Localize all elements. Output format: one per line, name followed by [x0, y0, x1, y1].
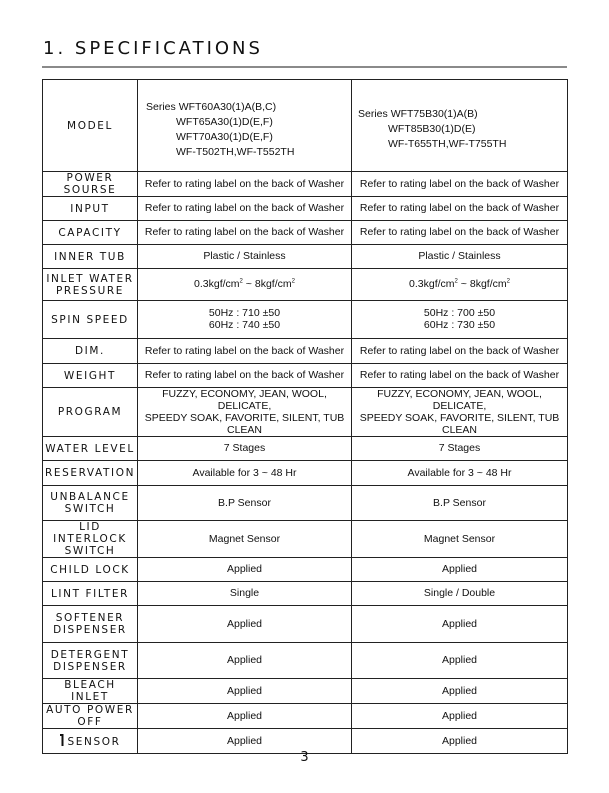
label-bleach-inlet: BLEACH INLET [43, 679, 138, 704]
table-row-lint-filter [43, 582, 568, 606]
table-row-program [43, 388, 568, 437]
table-row-lid-interlock [43, 521, 568, 558]
softener-left: Applied [138, 606, 352, 643]
series-label-right: Series [358, 107, 388, 120]
child-lock-right: Applied [352, 558, 568, 582]
table-row-inlet-water-pressure [43, 269, 568, 301]
label-sensor: SENSOR [43, 729, 138, 754]
table-row-dim [43, 339, 568, 364]
power-source-right: Refer to rating label on the back of Washer [352, 172, 568, 197]
auto-power-off-right: Applied [352, 704, 568, 729]
program-right: FUZZY, ECONOMY, JEAN, WOOL, DELICATE, SPEEDY SOAK, FAVORITE, SILENT, TUB CLEAN [352, 388, 568, 437]
table-row-auto-power-off [43, 704, 568, 729]
model-right-2: WFT85B30(1)D(E) [388, 122, 476, 135]
model-left-4: WF-T502TH,WF-T552TH [176, 146, 295, 158]
detergent-left: Applied [138, 643, 352, 679]
reservation-right: Available for 3 ~ 48 Hr [352, 461, 568, 486]
program-left: FUZZY, ECONOMY, JEAN, WOOL, DELICATE, SPEEDY SOAK, FAVORITE, SILENT, TUB CLEAN [138, 388, 352, 437]
label-dim: DIM. [43, 339, 138, 364]
detergent-right: Applied [352, 643, 568, 679]
sensor-left: Applied [138, 729, 352, 754]
auto-power-off-left: Applied [138, 704, 352, 729]
label-power-source: POWER SOURSE [43, 172, 138, 197]
input-left: Refer to rating label on the back of Washer [138, 197, 352, 221]
lint-filter-right: Single / Double [352, 582, 568, 606]
model-left-3: WFT70A30(1)D(E,F) [176, 131, 273, 143]
sensor-icon [60, 734, 65, 746]
unbalance-right: B.P Sensor [352, 486, 568, 521]
table-row-reservation [43, 461, 568, 486]
capacity-right: Refer to rating label on the back of Washer [352, 221, 568, 245]
model-right-3: WF-T655TH,WF-T755TH [388, 137, 507, 150]
spin-left-60hz: 60Hz : 740 ±50 [208, 319, 281, 331]
table-row-weight [43, 364, 568, 388]
label-lint-filter: LINT FILTER [43, 582, 138, 606]
table-row-capacity [43, 221, 568, 245]
label-capacity: CAPACITY [43, 221, 138, 245]
input-right: Refer to rating label on the back of Washer [352, 197, 568, 221]
child-lock-left: Applied [138, 558, 352, 582]
model-cell-right [352, 80, 568, 172]
label-spin-speed: SPIN SPEED [43, 301, 138, 339]
label-lid-interlock: LID INTERLOCK SWITCH [43, 521, 138, 558]
table-row-child-lock [43, 558, 568, 582]
table-row-unbalance-switch [43, 486, 568, 521]
model-cell-left [138, 80, 352, 172]
label-weight: WEIGHT [43, 364, 138, 388]
spin-speed-right [352, 301, 568, 339]
lid-interlock-left: Magnet Sensor [138, 521, 352, 558]
spin-right-50hz: 50Hz : 700 ±50 [423, 307, 496, 319]
dim-right: Refer to rating label on the back of Washer [352, 339, 568, 364]
label-model: MODEL [43, 80, 138, 172]
capacity-left: Refer to rating label on the back of Washer [138, 221, 352, 245]
table-row-spin-speed [43, 301, 568, 339]
water-level-right: 7 Stages [352, 437, 568, 461]
weight-right: Refer to rating label on the back of Washer [352, 364, 568, 388]
label-detergent-dispenser: DETERGENT DISPENSER [43, 643, 138, 679]
inner-tub-right: Plastic / Stainless [352, 245, 568, 269]
label-input: INPUT [43, 197, 138, 221]
series-label-left: Series [146, 101, 176, 113]
dim-left: Refer to rating label on the back of Washer [138, 339, 352, 364]
title-underline [42, 66, 567, 68]
label-softener-dispenser: SOFTENER DISPENSER [43, 606, 138, 643]
label-child-lock: CHILD LOCK [43, 558, 138, 582]
model-right-1: WFT75B30(1)A(B) [390, 107, 478, 120]
label-inlet-water-line2: PRESSURE [55, 284, 124, 297]
label-reservation: RESERVATION [43, 461, 138, 486]
reservation-left: Available for 3 ~ 48 Hr [138, 461, 352, 486]
label-water-level: WATER LEVEL [43, 437, 138, 461]
page-number: 3 [300, 750, 309, 765]
page-title: 1. SPECIFICATIONS [43, 38, 263, 59]
softener-right: Applied [352, 606, 568, 643]
table-row-model [43, 80, 568, 172]
table-row-water-level [43, 437, 568, 461]
table-row-detergent-dispenser [43, 643, 568, 679]
spin-left-50hz: 50Hz : 710 ±50 [208, 307, 281, 319]
label-inner-tub: INNER TUB [43, 245, 138, 269]
table-row-input [43, 197, 568, 221]
label-inlet-water-line1: INLET WATER [46, 272, 134, 285]
pressure-left: $0.3kgf/cm^2$ ~ $8kgf/cm^2$ [138, 269, 352, 301]
label-unbalance-switch: UNBALANCE SWITCH [43, 486, 138, 521]
label-inlet-water-pressure [43, 269, 138, 301]
lint-filter-left: Single [138, 582, 352, 606]
weight-left: Refer to rating label on the back of Washer [138, 364, 352, 388]
power-source-left: Refer to rating label on the back of Washer [138, 172, 352, 197]
lid-interlock-right: Magnet Sensor [352, 521, 568, 558]
bleach-left: Applied [138, 679, 352, 704]
spin-speed-left [138, 301, 352, 339]
table-row-power-source [43, 172, 568, 197]
unbalance-left: B.P Sensor [138, 486, 352, 521]
table-row-softener-dispenser [43, 606, 568, 643]
pressure-right: $0.3kgf/cm^2$ ~ $8kgf/cm^2$ [352, 269, 568, 301]
spin-right-60hz: 60Hz : 730 ±50 [423, 319, 496, 331]
inner-tub-left: Plastic / Stainless [138, 245, 352, 269]
water-level-left: 7 Stages [138, 437, 352, 461]
sensor-right: Applied [352, 729, 568, 754]
specifications-table [42, 79, 568, 754]
table-row-bleach-inlet [43, 679, 568, 704]
label-program: PROGRAM [43, 388, 138, 437]
bleach-right: Applied [352, 679, 568, 704]
model-left-1: WFT60A30(1)A(B,C) [178, 101, 277, 113]
label-auto-power-off: AUTO POWER OFF [43, 704, 138, 729]
model-left-2: WFT65A30(1)D(E,F) [176, 116, 273, 128]
table-row-inner-tub [43, 245, 568, 269]
